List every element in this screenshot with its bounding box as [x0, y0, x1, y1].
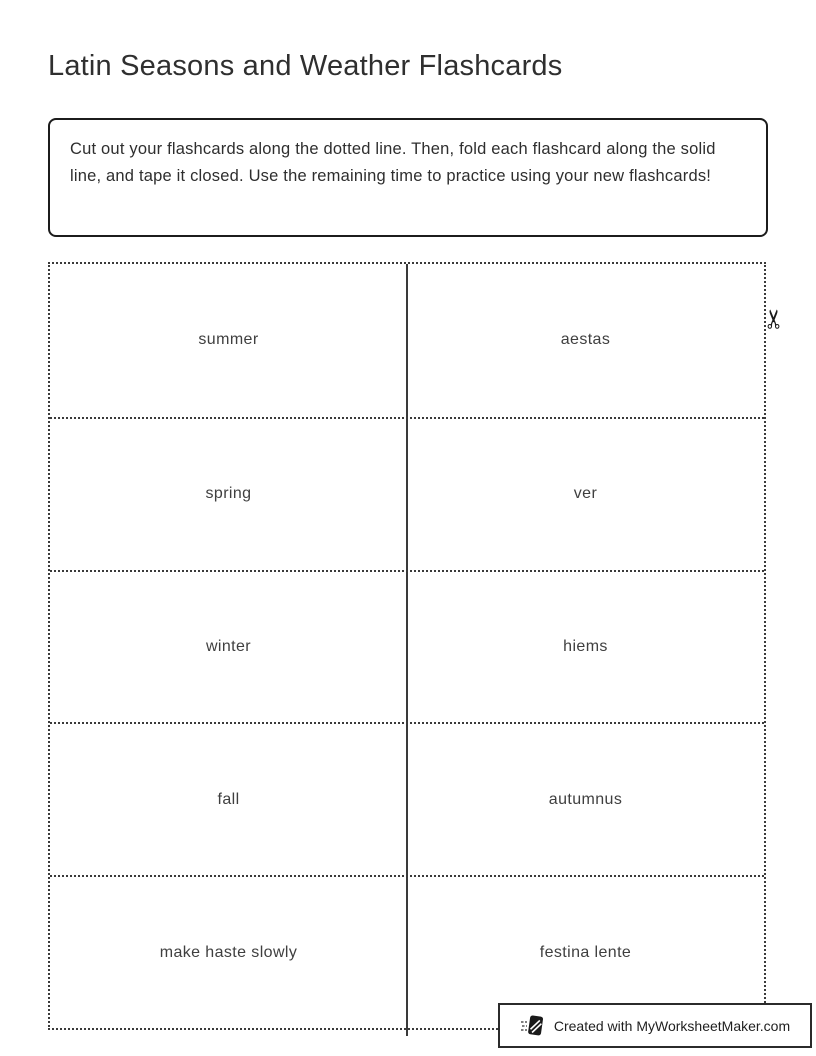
flashcard-back: hiems [563, 637, 608, 655]
flashcard-back: autumnus [548, 790, 623, 808]
instructions-box [48, 118, 768, 237]
flashcard-back: aestas [560, 331, 611, 349]
flashcard-front: summer [198, 331, 259, 349]
instructions-text: Cut out your flashcards along the dotted line. Then, fold each flashcard along the solid line, and tape it closed. Use the remaining time to practice using your new flashcards! [70, 140, 716, 185]
flashcard-front: make haste slowly [159, 943, 298, 961]
credit-badge[interactable] [498, 1003, 812, 1048]
flashcard-front: spring [205, 485, 252, 503]
worksheetmaker-logo-icon [520, 1013, 546, 1039]
credit-text: Created with MyWorksheetMaker.com [553, 1017, 791, 1034]
page-title: Latin Seasons and Weather Flashcards [48, 50, 563, 82]
flashcard-front: winter [205, 637, 252, 655]
fold-line [406, 264, 408, 1036]
flashcard-grid [48, 262, 790, 1030]
scissors-icon: ✂ [759, 308, 790, 330]
flashcard-back: ver [573, 485, 598, 503]
flashcard-back: festina lente [539, 943, 632, 961]
flashcard-front: fall [217, 790, 240, 808]
